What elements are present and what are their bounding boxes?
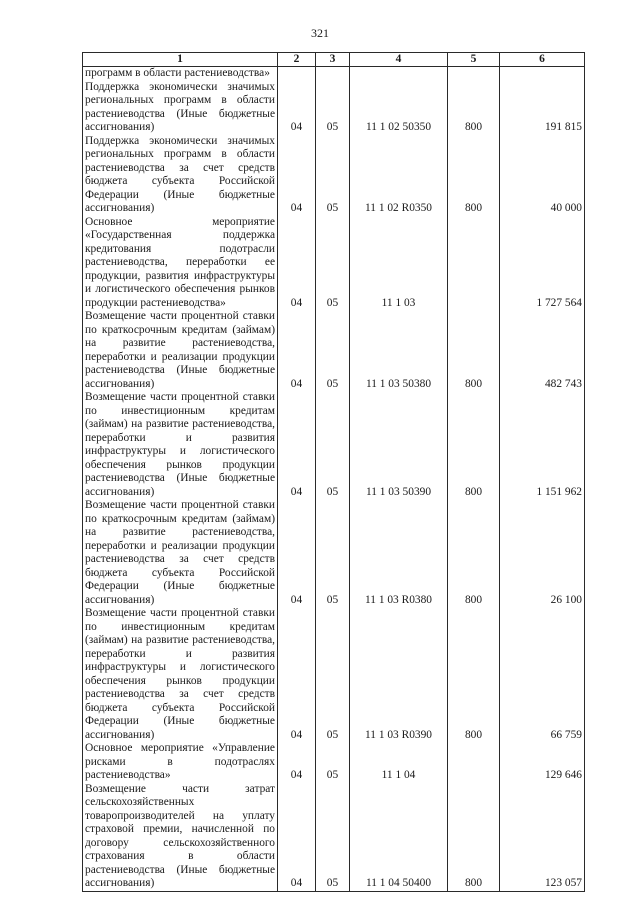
row-subsection: 05 <box>316 391 350 499</box>
table-row <box>83 783 585 892</box>
row-amount: 129 646 <box>500 742 585 783</box>
row-name: Возмещение части процентной ставки по краткосрочным кредитам (займам) на развитие растениеводства, переработки и реализации продукции растениеводства (Иные бюджетные ассигнования) <box>83 310 278 391</box>
row-target-item: 11 1 03 50390 <box>350 391 448 499</box>
row-expense-type <box>448 67 500 81</box>
table-row <box>83 216 585 311</box>
budget-table <box>82 52 585 892</box>
row-name: Возмещение части процентной ставки по инвестиционным кредитам (займам) на развитие растениеводства, переработки и развития инфраструктуры и логистического обеспечения рынков продукции растениеводства (Иные бюджетные ассигнования) <box>83 391 278 499</box>
column-header-target-item: 4 <box>350 53 448 67</box>
column-header-amount: 6 <box>500 53 585 67</box>
row-section <box>278 67 316 81</box>
row-amount: 26 100 <box>500 499 585 607</box>
row-section: 04 <box>278 742 316 783</box>
row-subsection: 05 <box>316 742 350 783</box>
row-subsection: 05 <box>316 310 350 391</box>
row-section: 04 <box>278 216 316 311</box>
row-target-item: 11 1 02 50350 <box>350 81 448 135</box>
row-target-item: 11 1 04 50400 <box>350 783 448 892</box>
row-target-item: 11 1 02 R0350 <box>350 135 448 216</box>
row-expense-type: 800 <box>448 607 500 742</box>
row-section: 04 <box>278 135 316 216</box>
table-row <box>83 135 585 216</box>
row-amount <box>500 67 585 81</box>
row-section: 04 <box>278 783 316 892</box>
row-name: Поддержка экономически значимых региональных программ в области растениеводства (Иные бюджетные ассигнования) <box>83 81 278 135</box>
row-target-item: 11 1 03 <box>350 216 448 311</box>
row-name: Возмещение части процентной ставки по инвестиционным кредитам (займам) на развитие растениеводства, переработки и развития инфраструктуры и логистического обеспечения рынков продукции растениеводства за счет средств бюджета субъекта Российской Федерации (Иные бюджетные ассигнования) <box>83 607 278 742</box>
table-row <box>83 742 585 783</box>
table-row <box>83 81 585 135</box>
table-row <box>83 391 585 499</box>
row-expense-type <box>448 216 500 311</box>
row-name: Возмещение части процентной ставки по краткосрочным кредитам (займам) на развитие растениеводства, переработки и реализации продукции растениеводства за счет средств бюджета субъекта Российской Федерации (Иные бюджетные ассигнования) <box>83 499 278 607</box>
column-header-subsection: 3 <box>316 53 350 67</box>
column-header-name: 1 <box>83 53 278 67</box>
row-subsection: 05 <box>316 607 350 742</box>
row-amount: 40 000 <box>500 135 585 216</box>
row-name: программ в области растениеводства» <box>83 67 278 81</box>
row-amount: 1 727 564 <box>500 216 585 311</box>
row-expense-type: 800 <box>448 499 500 607</box>
row-name: Возмещение части затрат сельскохозяйственных товаропроизводителей на уплату страховой премии, начисленной по договору сельскохозяйственного страхования в области растениеводства (Иные бюджетные ассигнования) <box>83 783 278 892</box>
page-number: 321 <box>311 26 329 40</box>
row-subsection: 05 <box>316 216 350 311</box>
row-expense-type: 800 <box>448 81 500 135</box>
row-target-item: 11 1 03 R0390 <box>350 607 448 742</box>
row-amount: 1 151 962 <box>500 391 585 499</box>
row-expense-type: 800 <box>448 135 500 216</box>
row-expense-type <box>448 742 500 783</box>
row-subsection: 05 <box>316 81 350 135</box>
row-section: 04 <box>278 81 316 135</box>
table-row <box>83 607 585 742</box>
column-header-section: 2 <box>278 53 316 67</box>
row-name: Основное мероприятие «Государственная поддержка кредитования подотрасли растениеводства, переработки ее продукции, развития инфраструктуры и логистического обеспечения рынков продукции растениеводства» <box>83 216 278 311</box>
row-name: Основное мероприятие «Управление рисками в подотраслях растениеводства» <box>83 742 278 783</box>
row-section: 04 <box>278 607 316 742</box>
row-subsection <box>316 67 350 81</box>
row-subsection: 05 <box>316 135 350 216</box>
table-row <box>83 499 585 607</box>
row-name: Поддержка экономически значимых региональных программ в области растениеводства за счет средств бюджета субъекта Российской Федерации (Иные бюджетные ассигнования) <box>83 135 278 216</box>
row-target-item <box>350 67 448 81</box>
row-expense-type: 800 <box>448 783 500 892</box>
header-row <box>83 53 585 67</box>
row-amount: 123 057 <box>500 783 585 892</box>
row-target-item: 11 1 04 <box>350 742 448 783</box>
table-row <box>83 67 585 81</box>
row-amount: 482 743 <box>500 310 585 391</box>
row-section: 04 <box>278 391 316 499</box>
row-amount: 66 759 <box>500 607 585 742</box>
row-subsection: 05 <box>316 783 350 892</box>
row-subsection: 05 <box>316 499 350 607</box>
table-row <box>83 310 585 391</box>
row-expense-type: 800 <box>448 391 500 499</box>
row-target-item: 11 1 03 R0380 <box>350 499 448 607</box>
row-section: 04 <box>278 310 316 391</box>
row-amount: 191 815 <box>500 81 585 135</box>
column-header-expense-type: 5 <box>448 53 500 67</box>
row-section: 04 <box>278 499 316 607</box>
row-target-item: 11 1 03 50380 <box>350 310 448 391</box>
row-expense-type: 800 <box>448 310 500 391</box>
